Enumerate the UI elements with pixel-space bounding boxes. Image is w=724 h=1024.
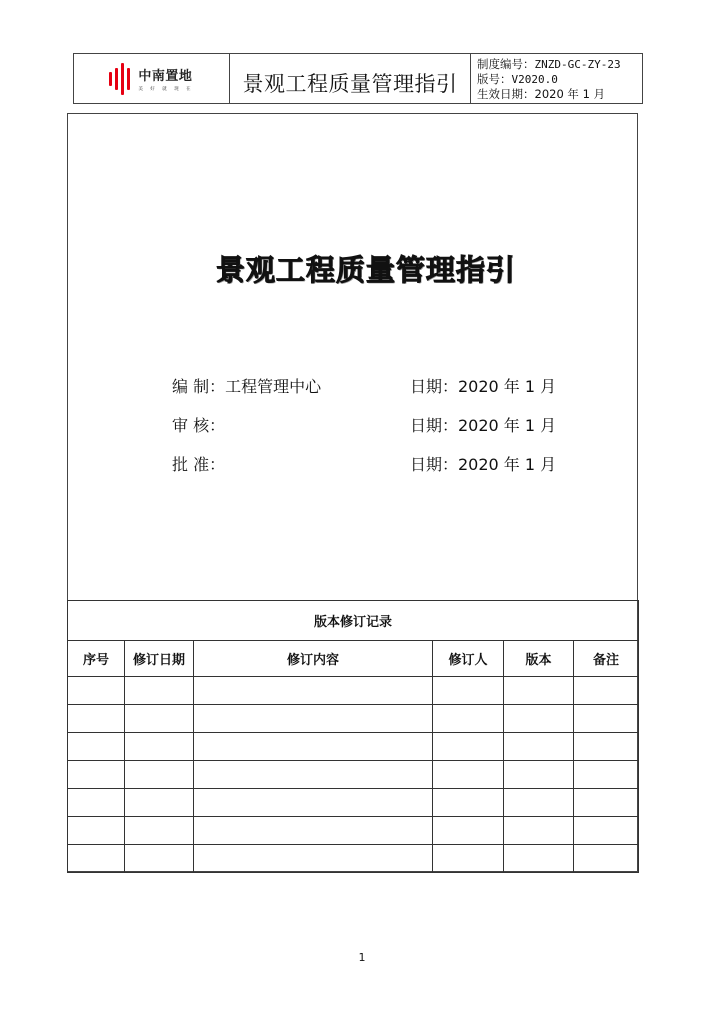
header-meta [471,54,642,103]
table-cell [433,817,504,845]
col-header-seq: 序号 [68,641,125,677]
col-header-version: 版本 [504,641,574,677]
col-header-note: 备注 [574,641,639,677]
brand-name: 中南置地 [138,69,193,84]
table-cell [194,677,433,705]
table-cell [504,845,574,873]
col-header-date: 修订日期 [125,641,194,677]
table-cell [504,733,574,761]
signoff-date: 日期：2020 年 1 月 [410,455,557,474]
table-cell [68,733,125,761]
table-row [68,761,639,789]
table-cell [125,845,194,873]
page-number: 1 [358,951,366,964]
brand-slogan: 美 好 就 现 在 [138,87,194,92]
table-cell [194,845,433,873]
table-cell [433,677,504,705]
signoff-compile [172,374,572,397]
table-cell [125,733,194,761]
table-cell [433,761,504,789]
table-cell [433,705,504,733]
table-row [68,817,639,845]
table-cell [574,761,639,789]
table-row [68,733,639,761]
document-version: 版号：V2020.0 [477,72,558,86]
table-cell [68,817,125,845]
table-cell [504,761,574,789]
table-cell [504,789,574,817]
table-cell [125,761,194,789]
table-cell [194,789,433,817]
table-cell [574,817,639,845]
table-cell [574,845,639,873]
document-code: 制度编号：ZNZD-GC-ZY-23 [477,57,621,71]
signoff-review [172,413,572,436]
table-row [68,705,639,733]
effective-date: 生效日期：2020 年 1 月 [477,87,606,101]
table-cell [504,677,574,705]
table-cell [574,677,639,705]
table-cell [574,789,639,817]
signoff-role: 批 准： [172,455,226,474]
table-cell [194,761,433,789]
table-cell [433,733,504,761]
company-logo [109,63,193,95]
table-cell [125,705,194,733]
col-header-content: 修订内容 [194,641,433,677]
table-cell [194,705,433,733]
table-cell [574,733,639,761]
table-cell [125,817,194,845]
signoff-role: 审 核： [172,416,226,435]
revision-table [67,600,639,873]
col-header-reviser: 修订人 [433,641,504,677]
signoff-date: 日期：2020 年 1 月 [410,416,557,435]
table-cell [194,733,433,761]
table-cell [194,817,433,845]
table-cell [125,677,194,705]
document-header [73,53,643,104]
signoff-date: 日期：2020 年 1 月 [410,377,557,396]
table-row [68,789,639,817]
table-cell [574,705,639,733]
table-cell [68,677,125,705]
table-cell [68,761,125,789]
revision-table-title: 版本修订记录 [68,601,639,641]
table-cell [504,817,574,845]
table-row [68,845,639,873]
table-cell [68,789,125,817]
table-cell [68,845,125,873]
logo-bars-icon [109,63,130,95]
table-cell [433,845,504,873]
table-cell [68,705,125,733]
table-cell [504,705,574,733]
signoff-approve [172,452,572,475]
revision-table-header [68,641,639,677]
table-cell [125,789,194,817]
signoff-role: 编 制：工程管理中心 [172,377,322,396]
header-title: 景观工程质量管理指引 [230,54,471,103]
table-cell [433,789,504,817]
table-row [68,677,639,705]
logo-cell [74,54,230,103]
document-title: 景观工程质量管理指引 [215,253,516,287]
